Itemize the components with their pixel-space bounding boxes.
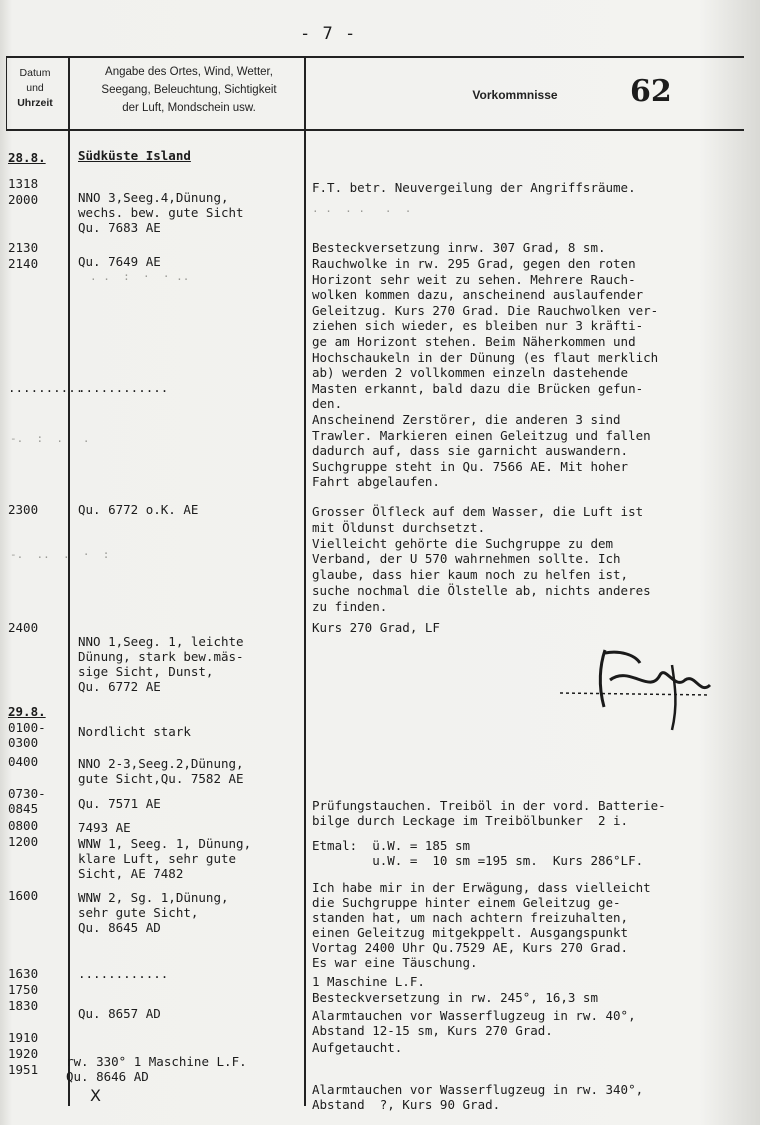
event-1750: Besteckversetzung in rw. 245°, 16,3 sm bbox=[312, 990, 598, 1005]
dotted-separator: ............ bbox=[78, 380, 169, 395]
time-2000: 2000 bbox=[8, 192, 39, 207]
event-1910: Aufgetaucht. bbox=[312, 1040, 403, 1055]
conditions-0400: NNO 2-3,Seeg.2,Dünung, gute Sicht,Qu. 7582 AE bbox=[78, 756, 244, 786]
header-bottom-rule bbox=[6, 129, 744, 131]
dotted-separator: ............ bbox=[78, 966, 169, 981]
time-2130: 2130 bbox=[8, 240, 39, 255]
time-1600: 1600 bbox=[8, 888, 39, 903]
position-2300: Qu. 6772 o.K. AE bbox=[78, 502, 199, 517]
sheet-number: 62 bbox=[630, 74, 672, 109]
position-1951: rw. 330° 1 Maschine L.F. Qu. 8646 AD bbox=[66, 1054, 247, 1084]
conditions-1200: WNW 1, Seeg. 1, Dünung, klare Luft, sehr gute Sicht, AE 7482 bbox=[78, 836, 252, 881]
time-0730-0845: 0730- 0845 bbox=[8, 786, 46, 816]
time-2140: 2140 bbox=[8, 256, 39, 271]
time-1200: 1200 bbox=[8, 834, 39, 849]
conditions-2000: NNO 3,Seeg.4,Dünung, wechs. bew. gute Sicht Qu. 7683 AE bbox=[78, 190, 244, 235]
event-0730: Prüfungstauchen. Treiböl in der vord. Batterie- bilge durch Leckage im Treibölbunker 2 i. bbox=[312, 798, 666, 828]
location-heading: Südküste Island bbox=[78, 148, 191, 163]
time-2300: 2300 bbox=[8, 502, 39, 517]
time-0400: 0400 bbox=[8, 754, 39, 769]
column-divider-1 bbox=[68, 56, 70, 1106]
observation-0100: Nordlicht stark bbox=[78, 724, 191, 739]
bleed-through-text: . . : · · .. bbox=[90, 270, 190, 283]
position-0730: Qu. 7571 AE bbox=[78, 796, 161, 811]
event-2140: Rauchwolke in rw. 295 Grad, gegen den roten Horizont sehr weit zu sehen. Mehrere Rauch- wolken kommen dazu, anscheinend auslaufender Geleitzug. Kurs 270 Grad. Die Rauchwolken ver- ziehen sich wieder, es bleiben nur 3 kräfti- ge am Horizont stehen. Beim Näherkommen und Hochschaukeln in der Dünung (es flaut merklich ab) werden 2 vollkommen einzeln dastehende Masten erkannt, bald dazu die Brücken gefun- den. Anscheinend Zerstörer, die anderen 3 sind Trawler. Markieren einen Geleitzug und fallen dadurch auf, dass sie garnicht auswandern. Suchgruppe steht in Qu. 7566 AE. Mit hoher Fahrt abgelaufen. bbox=[312, 256, 659, 490]
header-datum: Datum und Uhrzeit bbox=[17, 67, 53, 109]
position-2140: Qu. 7649 AE bbox=[78, 254, 161, 269]
event-2300: Grosser Ölfleck auf dem Wasser, die Luft ist mit Öldunst durchsetzt. Vielleicht gehörte die Suchgruppe zu dem Verband, der U 570 wahrnehmen sollte. Ich glaube, dass hier kaum noch zu helfen ist, suche nochmal die Ölstelle ab, nichts anderes zu finden. bbox=[312, 504, 651, 614]
event-1318: F.T. betr. Neuvergeilung der Angriffsräume. bbox=[312, 180, 636, 195]
handwritten-signature bbox=[560, 645, 720, 735]
time-1630: 1630 bbox=[8, 966, 39, 981]
column-divider-2 bbox=[304, 56, 306, 1106]
time-0100-0300: 0100- 0300 bbox=[8, 720, 46, 750]
event-1830: Alarmtauchen vor Wasserflugzeug in rw. 40°, Abstand 12-15 sm, Kurs 270 Grad. bbox=[312, 1008, 636, 1038]
table-top-rule bbox=[6, 56, 744, 58]
event-1200-etmal: Etmal: ü.W. = 185 sm u.W. = 10 sm =195 sm. Kurs 286°LF. bbox=[312, 838, 644, 868]
bleed-through-text: -. .. . · : bbox=[10, 548, 110, 561]
dotted-separator: .......... bbox=[8, 380, 84, 395]
bleed-through-text: -. : . . bbox=[10, 432, 97, 445]
event-1600: Ich habe mir in der Erwägung, dass vielleicht die Suchgruppe hinter einem Geleitzug ge- standen hat, um nach achtern freizuhalten, einen Geleitzug mitgekppelt. Ausgangspunkt Vortag 2400 Uhr Qu.7529 AE, Kurs 270 Grad. Es war eine Täuschung. bbox=[312, 880, 651, 970]
event-2130: Besteckversetzung inrw. 307 Grad, 8 sm. bbox=[312, 240, 606, 255]
time-2400: 2400 bbox=[8, 620, 39, 635]
event-1630: 1 Maschine L.F. bbox=[312, 974, 425, 989]
date-29-8: 29.8. bbox=[8, 704, 46, 719]
event-1951: Alarmtauchen vor Wasserflugzeug in rw. 340°, Abstand ?, Kurs 90 Grad. bbox=[312, 1082, 644, 1112]
date-28-8: 28.8. bbox=[8, 150, 46, 165]
time-0800: 0800 bbox=[8, 818, 39, 833]
conditions-2400: NNO 1,Seeg. 1, leichte Dünung, stark bew.mäs- sige Sicht, Dunst, Qu. 6772 AE bbox=[78, 634, 244, 694]
header-angabe: Angabe des Ortes, Wind, Wetter, Seegang, Beleuchtung, Sichtigkeit der Luft, Mondschein usw. bbox=[101, 66, 277, 114]
margin-cross-mark: X bbox=[90, 1086, 101, 1105]
conditions-1600: WNW 2, Sg. 1,Dünung, sehr gute Sicht, Qu. 8645 AD bbox=[78, 890, 229, 935]
position-0800: 7493 AE bbox=[78, 820, 131, 835]
time-1830: 1830 bbox=[8, 998, 39, 1013]
bleed-through-text: · · · · · · bbox=[312, 205, 412, 218]
time-1750: 1750 bbox=[8, 982, 39, 997]
time-1910: 1910 bbox=[8, 1030, 39, 1045]
time-1920: 1920 bbox=[8, 1046, 39, 1061]
position-1830: Qu. 8657 AD bbox=[78, 1006, 161, 1021]
time-1318: 1318 bbox=[8, 176, 39, 191]
page-number: - 7 - bbox=[300, 24, 357, 44]
event-2400: Kurs 270 Grad, LF bbox=[312, 620, 440, 635]
time-1951: 1951 bbox=[8, 1062, 39, 1077]
header-vorkommnisse: Vorkommnisse bbox=[472, 88, 558, 102]
